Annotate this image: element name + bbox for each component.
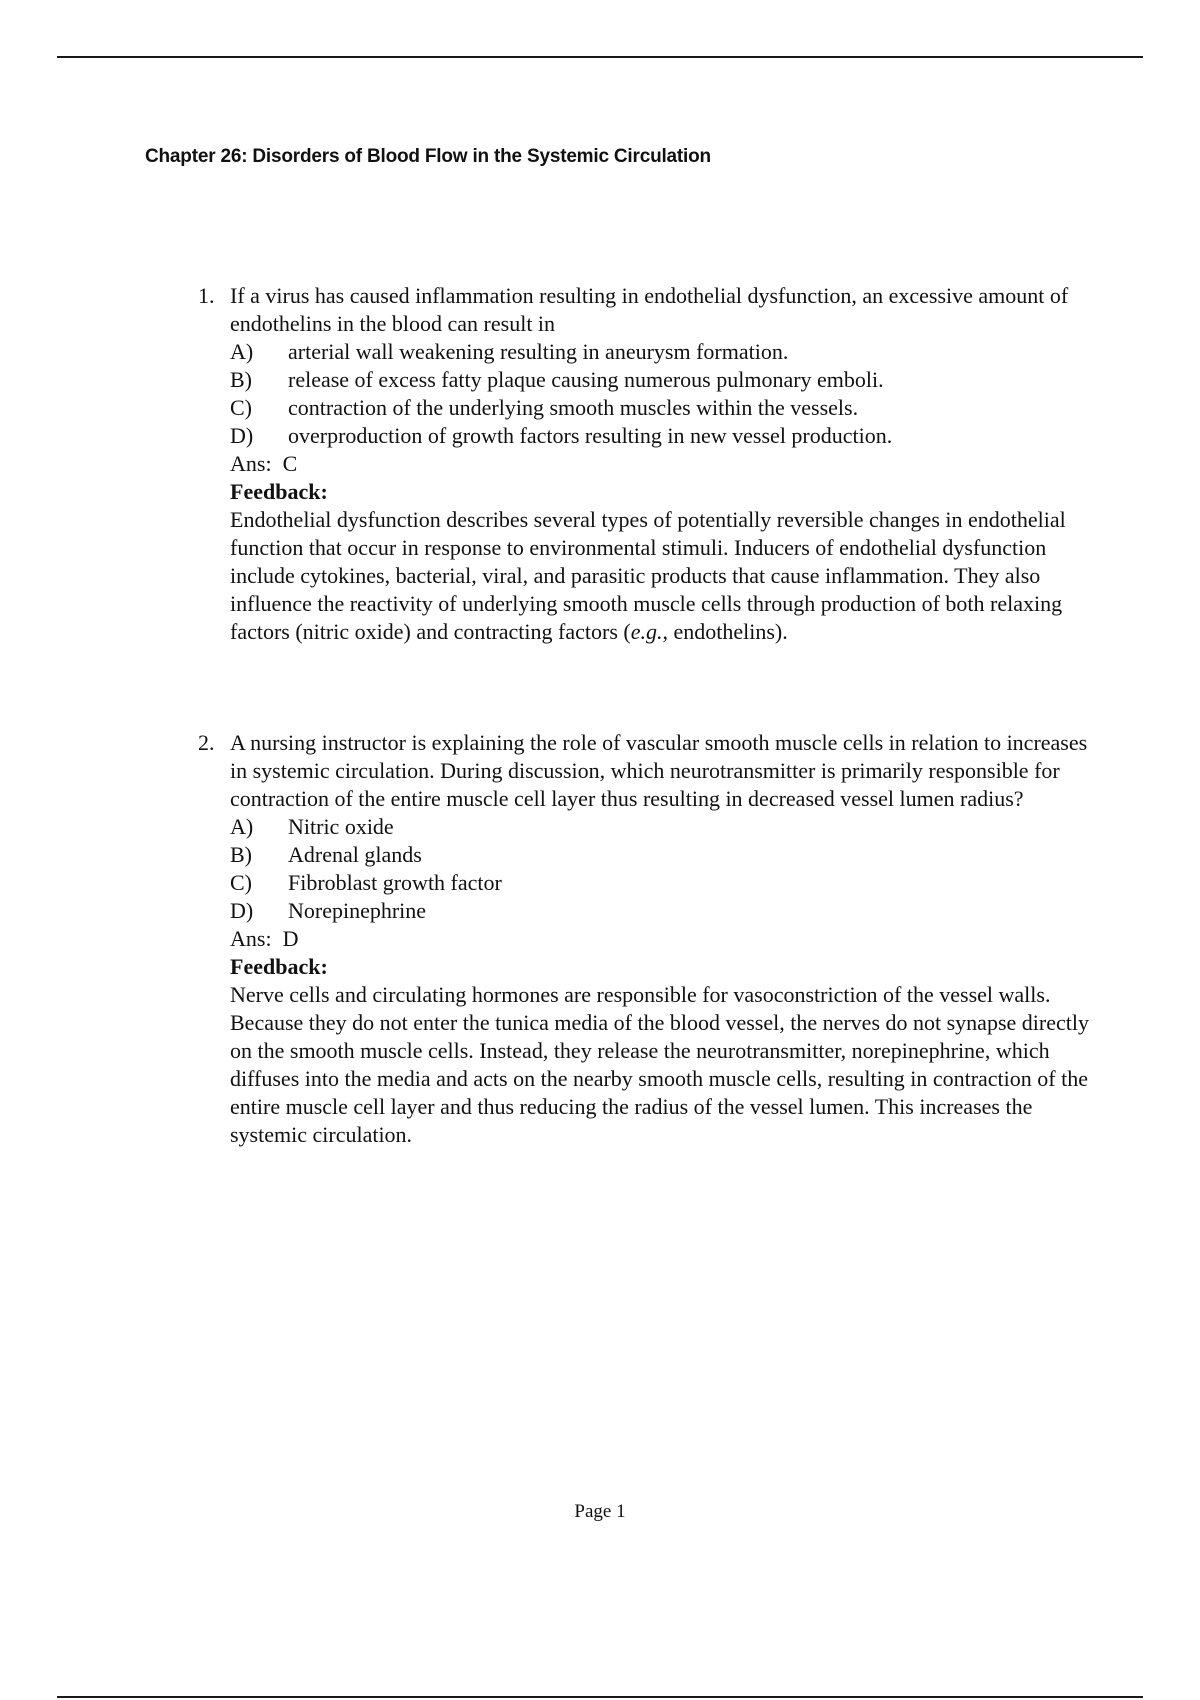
option-text: Fibroblast growth factor xyxy=(288,870,502,895)
feedback-emphasis: e.g. xyxy=(630,619,663,644)
answer-line xyxy=(230,925,1098,953)
option-text: release of excess fatty plaque causing numerous pulmonary emboli. xyxy=(288,367,884,392)
question-stem: A nursing instructor is explaining the role of vascular smooth muscle cells in relation to increases in systemic circulation. During discussion, which neurotransmitter is primarily responsible for contraction of the entire muscle cell layer thus resulting in decreased vessel lumen radius? xyxy=(230,730,1088,811)
option-c xyxy=(230,869,1098,897)
option-letter: A) xyxy=(230,814,254,839)
bottom-rule xyxy=(57,1696,1143,1698)
option-letter: D) xyxy=(230,423,254,448)
feedback-label: Feedback: xyxy=(230,954,328,979)
question-2 xyxy=(198,729,1098,1149)
option-letter: C) xyxy=(230,395,252,420)
option-text: overproduction of growth factors resulting in new vessel production. xyxy=(288,423,893,448)
option-text: arterial wall weakening resulting in aneurysm formation. xyxy=(288,339,789,364)
feedback-text xyxy=(230,506,1098,646)
question-body xyxy=(230,729,1098,1149)
question-number: 1. xyxy=(198,283,215,308)
option-text: Adrenal glands xyxy=(288,842,422,867)
option-letter: C) xyxy=(230,870,252,895)
option-c xyxy=(230,394,1098,422)
option-text: Nitric oxide xyxy=(288,814,394,839)
option-d xyxy=(230,422,1098,450)
question-stem: If a virus has caused inflammation resulting in endothelial dysfunction, an excessive amount of endothelins in the blood can result in xyxy=(230,283,1069,336)
top-rule xyxy=(57,56,1143,58)
question-1 xyxy=(198,282,1098,646)
option-letter: D) xyxy=(230,898,254,923)
answer-value: C xyxy=(282,451,298,476)
option-b xyxy=(230,366,1098,394)
option-text: contraction of the underlying smooth muscles within the vessels. xyxy=(288,395,859,420)
feedback-tail: , endothelins). xyxy=(662,619,788,644)
option-letter: B) xyxy=(230,367,252,392)
option-a xyxy=(230,338,1098,366)
option-b xyxy=(230,841,1098,869)
answer-line xyxy=(230,450,1098,478)
feedback-label: Feedback: xyxy=(230,479,328,504)
option-text: Norepinephrine xyxy=(288,898,427,923)
question-number: 2. xyxy=(198,730,215,755)
answer-value: D xyxy=(282,926,299,951)
chapter-title: Chapter 26: Disorders of Blood Flow in the Systemic Circulation xyxy=(145,146,711,167)
page-number: Page 1 xyxy=(574,1501,626,1522)
option-letter: B) xyxy=(230,842,252,867)
option-d xyxy=(230,897,1098,925)
option-letter: A) xyxy=(230,339,254,364)
feedback-main: Endothelial dysfunction describes several types of potentially reversible changes in endothelial function that occur in response to environmental stimuli. Inducers of endothelial dysfunction include cytokines, bacterial, viral, and parasitic products that cause inflammation. They also influence the reactivity of underlying smooth muscle cells through production of both relaxing factors (nitric oxide) and contracting factors ( xyxy=(230,507,1066,644)
question-body xyxy=(230,282,1098,646)
answer-label: Ans: xyxy=(230,451,272,476)
feedback-text: Nerve cells and circulating hormones are responsible for vasoconstriction of the vessel walls. Because they do not enter the tunica media of the blood vessel, the nerves do not synapse directly on the smooth muscle cells. Instead, they release the neurotransmitter, norepinephrine, which diffuses into the media and acts on the nearby smooth muscle cells, resulting in contraction of the entire muscle cell layer and thus reducing the radius of the vessel lumen. This increases the systemic circulation. xyxy=(230,982,1089,1147)
option-a xyxy=(230,813,1098,841)
answer-label: Ans: xyxy=(230,926,272,951)
